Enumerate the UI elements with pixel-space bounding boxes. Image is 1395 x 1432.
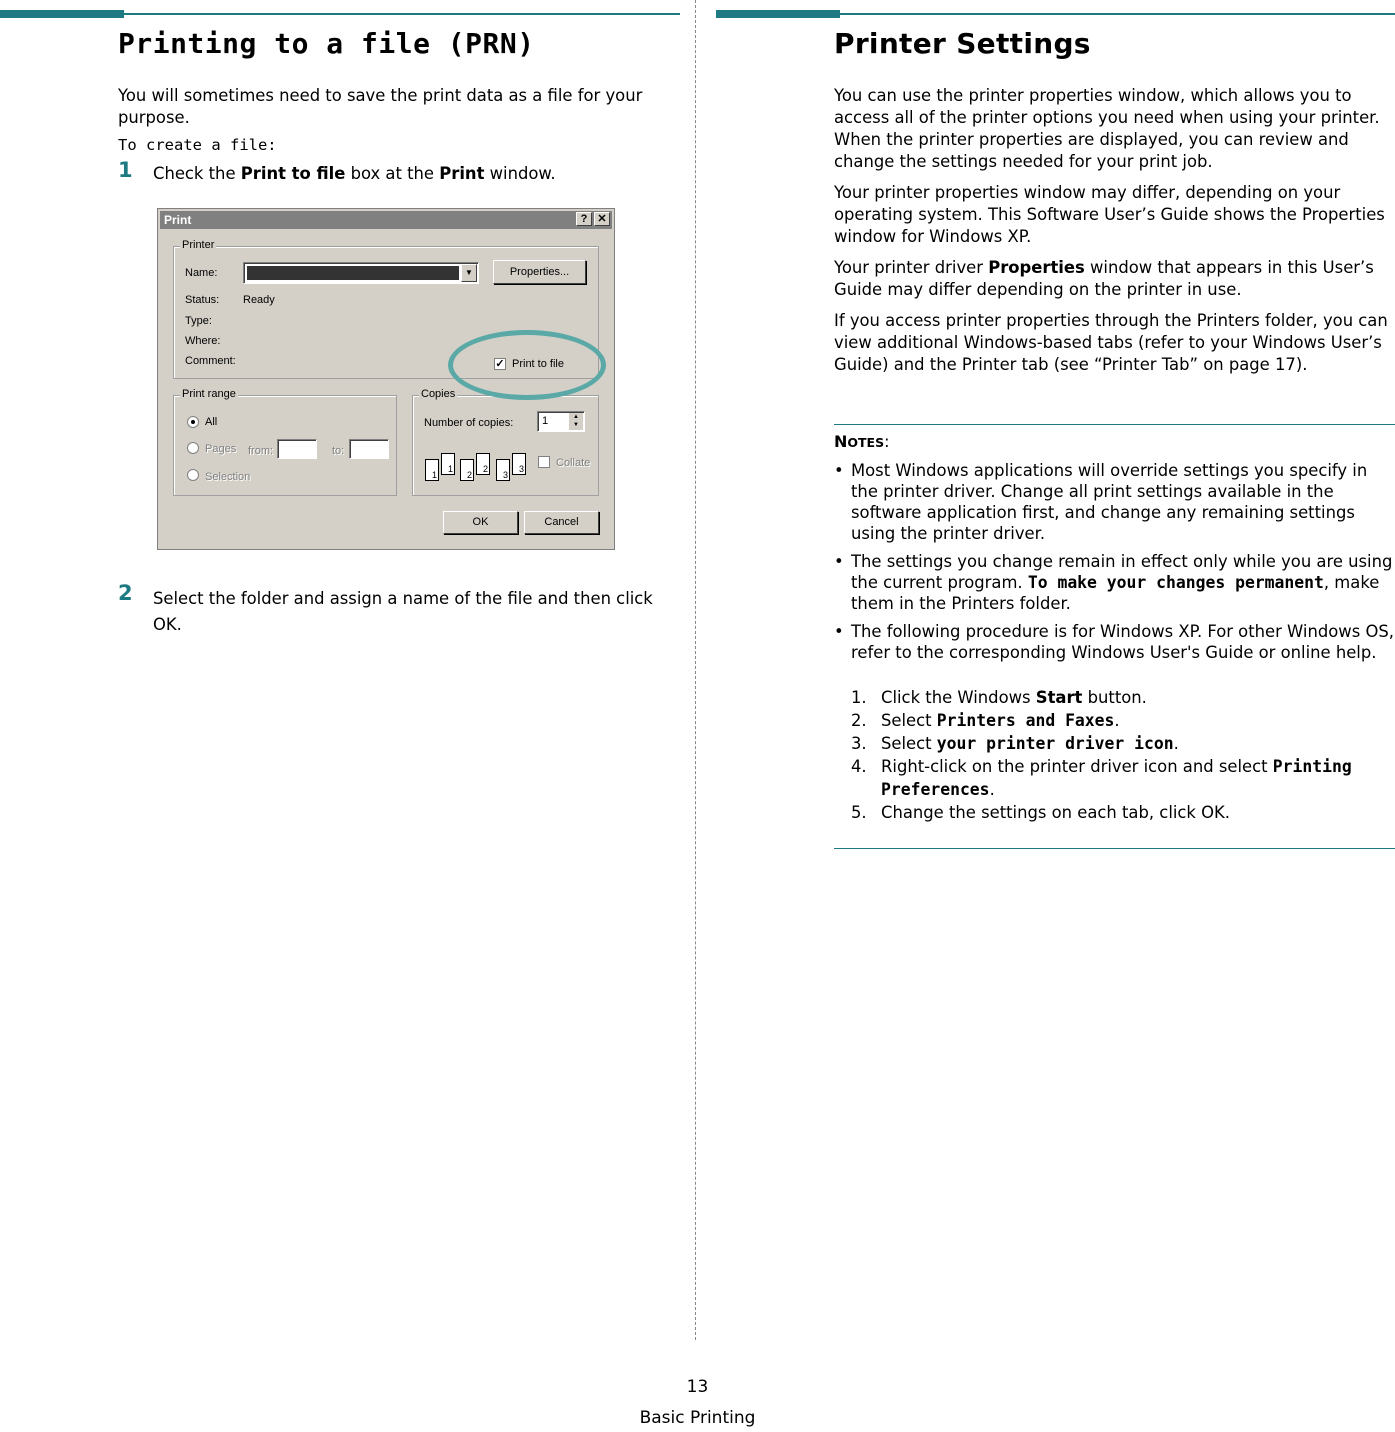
print-to-file-term: Print to file (240, 164, 346, 183)
procedure-step: 3. Select your printer driver icon. (851, 734, 1179, 753)
number-of-copies-label: Number of copies: (424, 417, 514, 429)
print-to-file-checkbox[interactable]: ✓ (495, 358, 505, 370)
note-item: • The settings you change remain in effect only while you are using the current program. To make your changes permanent, make them in the Printers folder. (834, 552, 1393, 613)
left-section-title: Printing to a file (PRN) (118, 27, 535, 60)
collate-page-icon: 1 (425, 459, 439, 481)
notes-list (834, 460, 1395, 670)
collate-page-icon: 3 (496, 459, 510, 481)
chapter-name: Basic Printing (639, 1408, 756, 1428)
print-window-term: Print (439, 164, 485, 183)
step-2-number: 2 (118, 581, 133, 605)
dialog-title-bar (160, 211, 612, 229)
collate-page-icon: 2 (460, 459, 474, 481)
right-section-title: Printer Settings (834, 27, 1091, 60)
properties-button[interactable]: Properties... (493, 260, 586, 284)
ok-button[interactable]: OK (443, 511, 518, 534)
column-divider (695, 0, 696, 1340)
step-1-number: 1 (118, 158, 133, 182)
help-icon[interactable]: ? (576, 212, 592, 226)
copies-stepper[interactable] (537, 411, 585, 432)
highlight-ellipse (448, 330, 606, 400)
collate-checkbox[interactable] (538, 456, 550, 468)
all-label: All (205, 416, 218, 428)
selection-label: Selection (205, 471, 251, 483)
type-label: Type: (185, 315, 212, 327)
permanent-term: To make your changes permanent (1027, 573, 1324, 592)
close-icon[interactable]: ✕ (594, 212, 610, 226)
printer-settings-p2: Your printer properties window may differ, depending on your operating system. This Software User’s Guide shows the Properties window for Windows XP. (834, 183, 1385, 246)
selection-radio[interactable] (187, 469, 199, 481)
stepper-down-icon[interactable]: ▼ (569, 421, 583, 430)
from-label: from: (248, 445, 274, 457)
status-label: Status: (185, 294, 220, 306)
printer-group-label: Printer (182, 239, 215, 251)
printer-settings-p4: If you access printer properties through the Printers folder, you can view additional Windows-based tabs (refer to your Windows User’s Guide) and the Printer tab (see “Printer Tab” on page 17). (834, 311, 1388, 374)
notes-top-rule (834, 424, 1395, 425)
from-input[interactable] (277, 439, 317, 459)
comment-label: Comment: (185, 355, 236, 367)
collate-page-icon: 1 (441, 453, 455, 475)
notes-bottom-rule (834, 848, 1395, 849)
collate-page-icon: 2 (476, 453, 490, 475)
to-input[interactable] (349, 439, 389, 459)
collate-label: Collate (556, 457, 591, 469)
right-header-accent (716, 10, 840, 18)
note-item: • The following procedure is for Windows XP. For other Windows OS, refer to the corresponding Windows User's Guide or online help. (834, 622, 1394, 662)
procedure-step: 4. Right-click on the printer driver icon and select Printing Preferences. (851, 757, 1352, 799)
procedure-list (851, 686, 1395, 824)
copies-group-label: Copies (421, 388, 456, 400)
copies-value: 1 (542, 415, 549, 427)
note-item: • Most Windows applications will override settings you specify in the printer driver. Change all print settings available in the software application first, and change any remaining settings using the printer driver. (834, 461, 1368, 543)
all-radio[interactable] (187, 416, 199, 428)
collate-page-icon: 3 (512, 453, 526, 475)
properties-term: Properties (988, 258, 1085, 277)
printer-name-select[interactable] (243, 262, 479, 284)
step-2-text: Select the folder and assign a name of the file and then click OK. (153, 589, 653, 634)
procedure-step: 2. Select Printers and Faxes. (851, 711, 1120, 730)
dialog-title: Print (164, 213, 192, 227)
left-intro: You will sometimes need to save the print data as a file for your purpose. (118, 86, 643, 127)
print-to-file-label: Print to file (512, 358, 564, 370)
where-label: Where: (185, 335, 221, 347)
to-create-label: To create a file: (118, 136, 277, 154)
notes-label: NOTES: (834, 432, 890, 451)
left-header-accent (0, 10, 124, 18)
procedure-step: 5. Change the settings on each tab, click OK. (851, 803, 1230, 822)
page-number: 13 (686, 1377, 709, 1397)
printer-name-value (247, 266, 459, 280)
to-label: to: (332, 445, 345, 457)
cancel-button[interactable]: Cancel (524, 511, 599, 534)
printer-settings-p3: Your printer driver Properties window that appears in this User’s Guide may differ depending on the printer in use. (834, 258, 1374, 299)
step-1-text: Check the Print to file box at the Print window. (153, 164, 556, 183)
pages-radio[interactable] (187, 442, 199, 454)
print-range-label: Print range (182, 388, 236, 400)
stepper-up-icon[interactable]: ▲ (569, 413, 583, 422)
printer-settings-p1: You can use the printer properties window, which allows you to access all of the printer options you need when using your printer. When the printer properties are displayed, you can review and change the settings needed for your print job. (834, 86, 1380, 171)
pages-label: Pages (205, 443, 237, 455)
procedure-step: 1. Click the Windows Start button. (851, 688, 1147, 707)
name-label: Name: (185, 267, 218, 279)
status-value: Ready (243, 294, 275, 306)
chevron-down-icon[interactable]: ▼ (461, 264, 477, 282)
